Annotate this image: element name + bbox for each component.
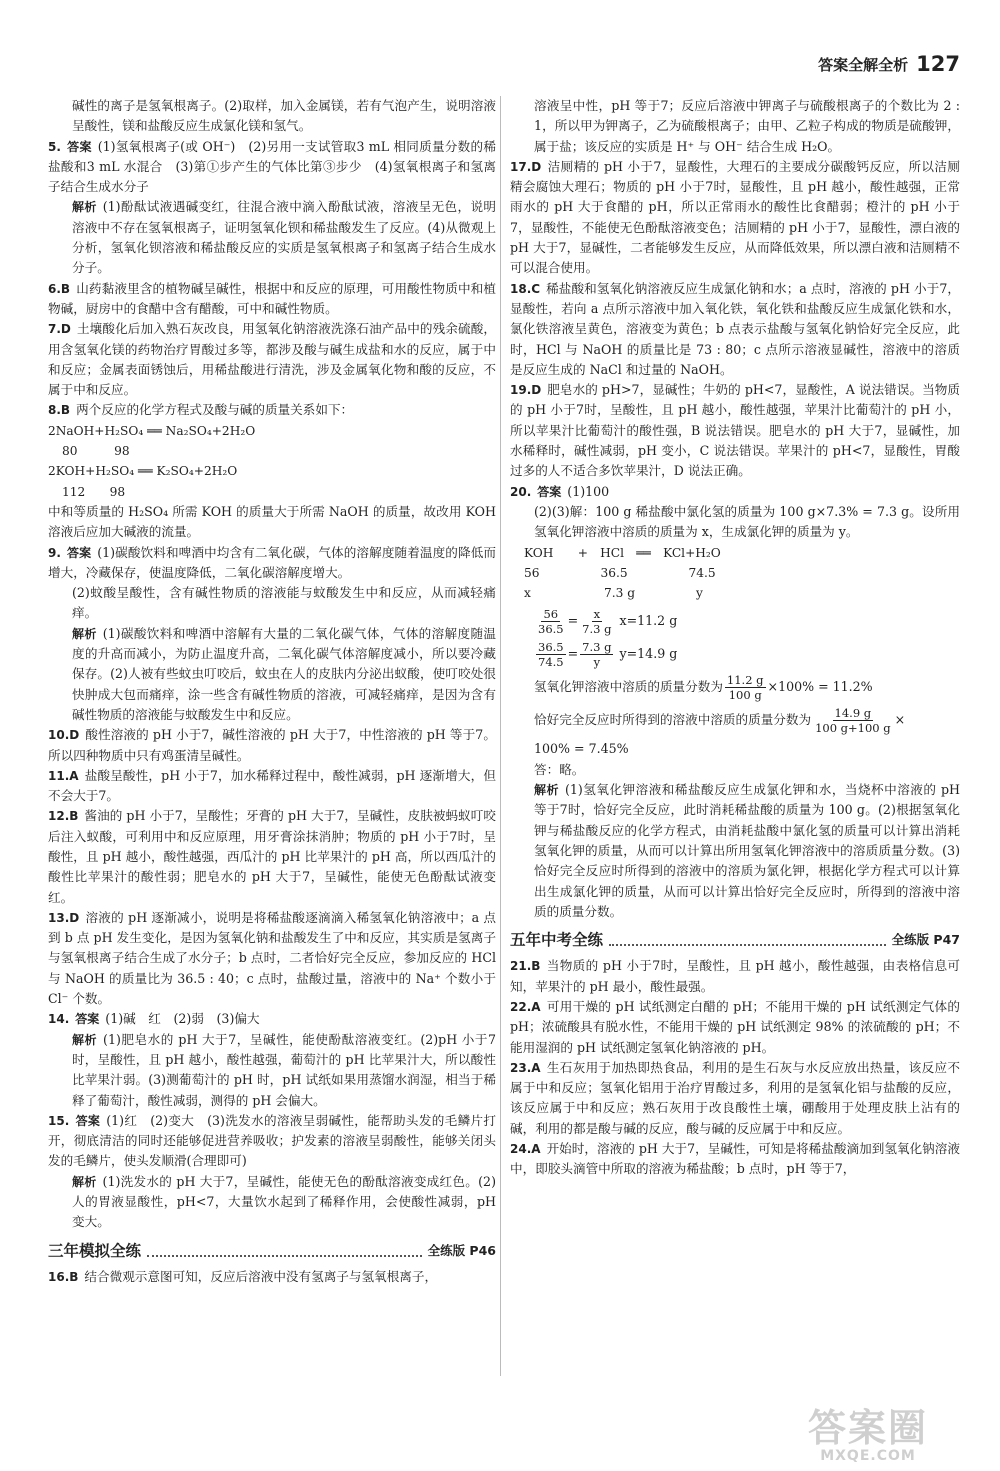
answer-item-8: 8.B 两个反应的化学方程式及酸与碱的质量关系如下： (48, 402, 354, 418)
answer-item-18: 18.C 稀盐酸和氢氧化钠溶液反应生成氯化钠和水；a 点时，溶液的 pH 小于7，显酸性，若向 a 点所示溶液中加入氧化铁，氧化铁和盐酸反应生成氯化铁和水，氯化铁溶液呈黄色，溶液变为黄色；b 点表示盐酸与氢氧化钠恰好完全反应，此时，HCl 与 NaOH 的质量比是 73 : 80；c 点所示溶液显碱性，溶液中的溶质是反应生成的 NaCl 和过量的 NaOH。 (510, 280, 960, 377)
section-title: 五年中考全练 (510, 931, 604, 950)
leader-dots (609, 934, 886, 946)
continued-text: 碱性的离子是氢氧根离子。(2)取样，加入金属镁，若有气泡产生，说明溶液呈酸性，镁和盐酸反应生成氯化镁和氢气。 (72, 98, 496, 134)
answer-item-5: 5. 答案 (1)氢氧根离子(或 OH⁻) (2)另用一支试管取3 mL 相同质量分数的稀盐酸和3 mL 水混合 (3)第①步产生的气体比第③步少 (4)氢氧根离子和氢离子结合生成水分子 (48, 138, 496, 195)
answer-item-17: 17.D 洁厕精的 pH 小于7，显酸性，大理石的主要成分碳酸钙反应，所以洁厕精会腐蚀大理石；物质的 pH 小于7时，显酸性，且 pH 越小，酸性越强，正常雨水的 pH 大于食醋的 pH，所以正常雨水的酸性比食醋弱；橙汁的 pH 小于7，显酸性，不能使无色酚酞溶液变色；洁厕精的 pH 小于7，显酸性，漂白液的 pH 大于7，显碱性，二者能够发生反应，从而降低效果，所以漂白液和洁厕精不可以混合使用。 (510, 158, 960, 276)
answer-item-9-part2: (2)蚊酸呈酸性，含有碱性物质的溶液能与蚊酸发生中和反应，从而减轻痛痒。 (72, 585, 496, 621)
left-column (48, 96, 496, 1287)
kcl-result: 100% = 7.45% (534, 741, 629, 757)
answer-item-7: 7.D 土壤酸化后加入熟石灰改良，用氢氧化钠溶液洗涤石油产品中的残余硫酸，用含氢氧化镁的药物治疗胃酸过多等，都涉及酸与碱生成盐和水的反应，属于中和反应；金属表面锈蚀后，用稀盐酸进行清洗，涉及金属氧化物和酸的反应，不属于中和反应。 (48, 321, 496, 398)
molar-masses: 56 36.5 74.5 (524, 565, 716, 580)
watermark-logo: 答案圈 MXQE.COM (808, 1406, 929, 1464)
section-header-five-year (510, 930, 960, 950)
answer-item-12: 12.B 酱油的 pH 小于7，呈酸性；牙膏的 pH 大于7，呈碱性，皮肤被蚂蚁叮咬后注入蚁酸，可利用中和反应原理，用牙膏涂抹消肿；物质的 pH 小于7时，呈酸性，且 pH 越小，酸性越强，西瓜汁的 pH 比苹果汁的 pH 高，所以西瓜汁的酸性比苹果汁的酸性弱；肥皂水的 pH 大于7，呈碱性，能使无色酚酞试液变红。 (48, 808, 496, 905)
answer-item-23: 23.A 生石灰用于加热即热食品，利用的是生石灰与水反应放出热量，该反应不属于中和反应；氢氧化铝用于治疗胃酸过多，利用的是氢氧化铝与盐酸的反应，该反应属于中和反应；熟石灰用于改良酸性土壤，硼酸用于处理皮肤上沾有的碱，利用的都是酸与碱的反应，酸与碱的反应属于中和反应。 (510, 1059, 960, 1136)
continued-text: 溶液呈中性，pH 等于7；反应后溶液中钾离子与硫酸根离子的个数比为 2 : 1，所以甲为钾离子，乙为硫酸根离子；由甲、乙粒子构成的物质是硫酸钾，属于盐；该反应的实质是 H⁺ 与 OH⁻ 结合生成 H₂O。 (534, 98, 960, 154)
analysis-14: 解析 (1)肥皂水的 pH 大于7，呈碱性，能使酚酞溶液变红。(2)pH 小于7时，呈酸性，且 pH 越小，酸性越强，葡萄汁的 pH 比苹果汁大，所以酸性比苹果汁弱。(3)测葡萄汁的 pH 时，pH 试纸如果用蒸馏水润湿，相当于稀释了葡萄汁，酸性减弱，测得的 pH 会偏大。 (72, 1031, 496, 1108)
section-page-ref: 全练版 P46 (427, 1242, 496, 1258)
proportion-x: $\frac{56}{36.5}$ = $\frac{x}{7.3 g}$ x=11.2 g (538, 607, 678, 637)
answer-item-13: 13.D 溶液的 pH 逐渐减小，说明是将稀盐酸逐滴滴入稀氢氧化钠溶液中；a 点到 b 点 pH 发生变化，是因为氢氧化钠和盐酸发生了中和反应，其实质是氢离子与氢氧根离子结合生成了水分子；b 点时，二者恰好完全反应，参加反应的 HCl 与 NaOH 的质量比为 36.5 : 40；c 点时，盐酸过量，溶液中的 Na⁺ 个数小于 Cl⁻ 个数。 (48, 909, 496, 1007)
page-number: 127 (916, 52, 960, 76)
answer-item-11: 11.A 盐酸呈酸性，pH 小于7，加水稀释过程中，酸性减弱，pH 逐渐增大，但不会大于7。 (48, 767, 496, 804)
kcl-mass-fraction: 恰好完全反应时所得到的溶液中溶质的质量分数为 $\frac{14.9 g}{100 g+100 g}$ × (534, 706, 906, 736)
mass-koh: 112 98 (62, 484, 126, 499)
unknown-masses: x 7.3 g y (524, 586, 703, 601)
section-header-three-year (48, 1241, 496, 1261)
analysis-9: 解析 (1)碳酸饮料和啤酒中溶解有大量的二氧化碳气体，气体的溶解度随温度的升高而减小，为防止温度升高，二氧化碳气体溶解度减小，所以要冷藏保存。(2)人被有些蚊虫叮咬后，蚊虫在人的皮肤内分泌出蚁酸，使叮咬处很快肿成大包而痛痒，涂一些含有碱性物质的溶液，可减轻痛痒，是因为含有碱性物质的溶液能与蚊酸发生中和反应。 (72, 625, 496, 722)
answer-note: 答：略。 (534, 761, 585, 777)
equation-koh: 2KOH+H₂SO₄ ══ K₂SO₄+2H₂O (48, 464, 238, 479)
section-title: 三年模拟全练 (48, 1241, 142, 1260)
right-column (510, 96, 960, 1180)
page-header (818, 52, 960, 76)
equation-koh-hcl: KOH + HCl ══ KCl+H₂O (524, 545, 721, 560)
proportion-y: $\frac{36.5}{74.5}$ = $\frac{7.3 g}{y}$ y=14.9 g (538, 640, 678, 670)
answer-item-20-solution: (2)(3)解：100 g 稀盐酸中氯化氢的质量为 100 g×7.3% = 7.3 g。设所用氢氧化钾溶液中溶质的质量为 x，生成氯化钾的质量为 y。 (534, 503, 960, 540)
answer-item-20: 20. 答案 (1)100 (510, 483, 610, 499)
answer-item-15: 15. 答案 (1)红 (2)变大 (3)洗发水的溶液呈弱碱性，能帮助头发的毛鳞片打开，彻底清洁的同时还能够促进营养吸收；护发素的溶液呈弱酸性，能够关闭头发的毛鳞片，使头发顺滑(合理即可) (48, 1112, 496, 1169)
equation-naoh: 2NaOH+H₂SO₄ ══ Na₂SO₄+2H₂O (48, 423, 256, 438)
analysis-5: 解析 (1)酚酞试液遇碱变红，往混合液中滴入酚酞试液，溶液呈无色，说明溶液中不存在氢氧根离子，证明氢氧化钡和稀盐酸发生了反应。(4)从微观上分析，氢氧化钡溶液和稀盐酸反应的实质是氢氧根离子和氢离子结合生成水分子。 (72, 199, 496, 276)
leader-dots (147, 1245, 422, 1257)
koh-mass-fraction: 氢氧化钾溶液中溶质的质量分数为 $\frac{11.2 g}{100 g}$ ×100% = 11.2% (534, 673, 873, 703)
answer-item-9: 9. 答案 (1)碳酸饮料和啤酒中均含有二氧化碳，气体的溶解度随着温度的降低而增大，冷藏保存，使温度降低，二氧化碳溶解度增大。 (48, 544, 496, 580)
column-divider (500, 96, 501, 1376)
answer-item-16: 16.B 结合微观示意图可知，反应后溶液中没有氢离子与氢氧根离子， (48, 1268, 438, 1284)
answer-item-10: 10.D 酸性溶液的 pH 小于7，碱性溶液的 pH 大于7，中性溶液的 pH 等于7。所以四种物质中只有鸡蛋清呈碱性。 (48, 727, 496, 763)
answer-item-19: 19.D 肥皂水的 pH>7，显碱性；牛奶的 pH<7，显酸性，A 说法错误。当物质的 pH 小于7时，呈酸性，且 pH 越小，酸性越强，苹果汁比葡萄汁的 pH 小，所以苹果汁比葡萄汁的酸性强，B 说法错误。肥皂水的 pH 大于7，显碱性，加水稀释时，碱性减弱，pH 变小，C 说法错误。苹果汁的 pH<7，显酸性，胃酸过多的人不适合多饮苹果汁，D 说法正确。 (510, 382, 960, 479)
header-section-title: 答案全解全析 (818, 55, 909, 74)
answer-item-21: 21.B 当物质的 pH 小于7时，呈酸性，且 pH 越小，酸性越强，由表格信息可知，苹果汁的 pH 最小，酸性最强。 (510, 958, 960, 994)
answer-item-22: 22.A 可用干燥的 pH 试纸测定白醋的 pH；不能用干燥的 pH 试纸测定气体的 pH；浓硫酸具有脱水性，不能用干燥的 pH 试纸测定 98% 的浓硫酸的 pH；不能用湿润的 pH 试纸测定氢氧化钠溶液的 pH。 (510, 998, 960, 1055)
answer-item-24: 24.A 开始时，溶液的 pH 大于7，呈碱性，可知是将稀盐酸滴加到氢氧化钠溶液中，即胶头滴管中所取的溶液为稀盐酸；b 点时，pH 等于7， (510, 1141, 960, 1177)
section-page-ref: 全练版 P47 (891, 932, 960, 948)
mass-naoh: 80 98 (62, 444, 130, 459)
answer-item-8-conclusion: 中和等质量的 H₂SO₄ 所需 KOH 的质量大于所需 NaOH 的质量，故改用 KOH 溶液后应加大碱液的流量。 (48, 503, 496, 540)
answer-item-14: 14. 答案 (1)碱 红 (2)弱 (3)偏大 (48, 1011, 260, 1027)
answer-item-6: 6.B 山药黏液里含的植物碱呈碱性，根据中和反应的原理，可用酸性物质中和植物碱，厨房中的食醋中含有醋酸，可中和碱性物质。 (48, 280, 496, 316)
analysis-15: 解析 (1)洗发水的 pH 大于7，呈碱性，能使无色的酚酞溶液变成红色。(2)人的胃液显酸性，pH<7，大量饮水起到了稀释作用，会使酸性减弱，pH 变大。 (72, 1173, 496, 1230)
analysis-20: 解析 (1)氢氧化钾溶液和稀盐酸反应生成氯化钾和水，当烧杯中溶液的 pH 等于7时，恰好完全反应，此时消耗稀盐酸的质量为 100 g。(2)根据氢氧化钾与稀盐酸反应的化学方程式，由消耗盐酸中氯化氢的质量可以计算出消耗氢氧化钾的质量，从而可以计算出所用氢氧化钾溶液中的溶质质量分数。(3)恰好完全反应时所得到的溶液中的溶质为氯化钾，根据化学方程式可以计算出生成氯化钾的质量，从而可以计算出恰好完全反应时，所得到的溶液中溶质的质量分数。 (534, 782, 960, 919)
